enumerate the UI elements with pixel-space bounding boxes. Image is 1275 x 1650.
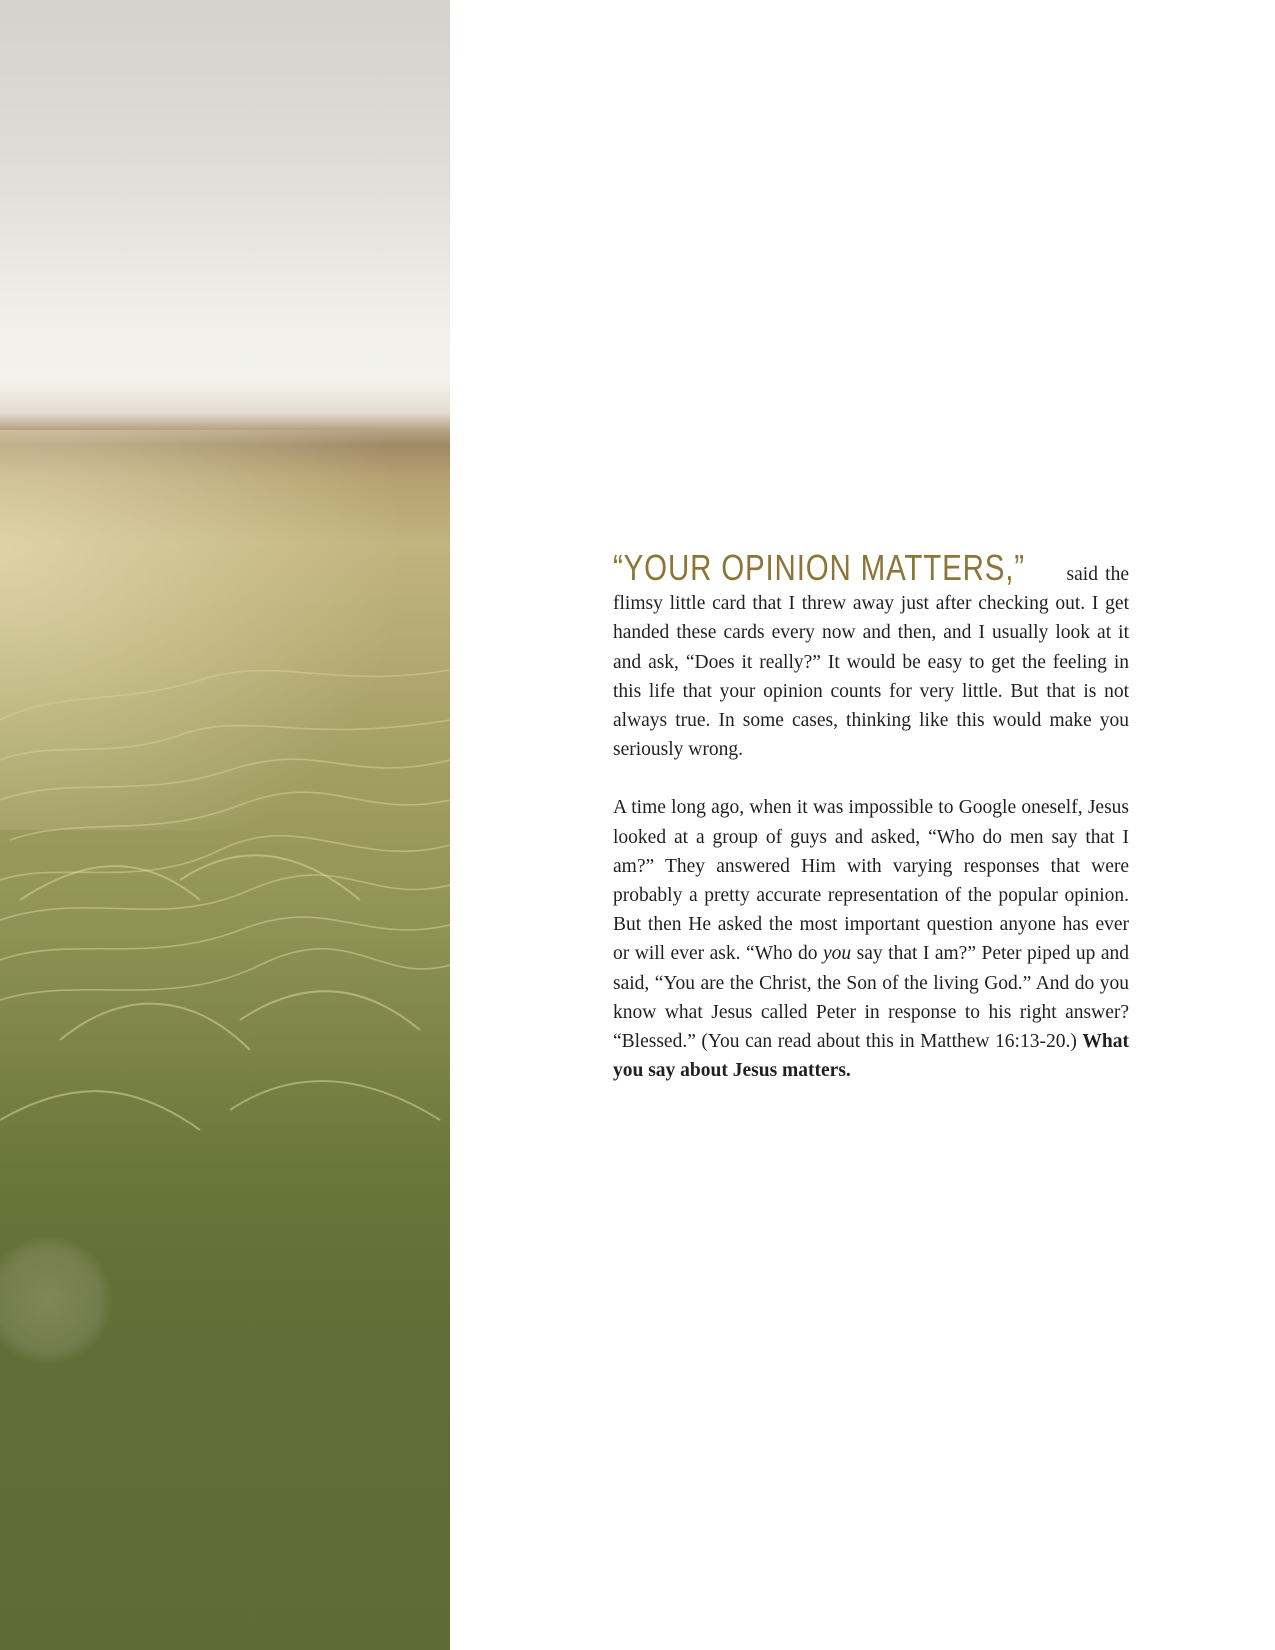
intro-text: said the flimsy little card that I threw away just after checking out. I get handed these cards every now and then, and I usually look at it and ask, “Does it really?” It would be easy to get the feeling in this life that your opinion counts for very little. But that is not always true. In some cases, thinking like this would make you seriously wrong.: [613, 564, 1129, 761]
article-body: [613, 547, 1130, 1085]
grass-field-photo-icon: [0, 0, 450, 1650]
story-paragraph: [613, 793, 1129, 1085]
story-text-part1: A time long ago, when it was impossible to Google oneself, Jesus looked at a group of guys and asked, “Who do men say that I am?” They answered Him with varying responses that were probably a pretty accurate representation of the popular opinion. But then He asked the most important question anyone has ever or will ever ask. “Who do: [613, 797, 1129, 965]
story-text-part2: say that I am?” Peter piped up and said, “You are the Christ, the Son of the living God.” And do you know what Jesus called Peter in response to his right answer? “Blessed.” (You can read about this in Matthew 16:13-20.): [613, 943, 1130, 1053]
intro-paragraph: [613, 547, 1129, 764]
closing-statement: What you say about Jesus matters.: [613, 1031, 1129, 1082]
grass-field-photo: [0, 0, 450, 1650]
lead-heading: “YOUR OPINION MATTERS,”: [613, 547, 1025, 588]
emphasis-you: you: [823, 943, 852, 965]
